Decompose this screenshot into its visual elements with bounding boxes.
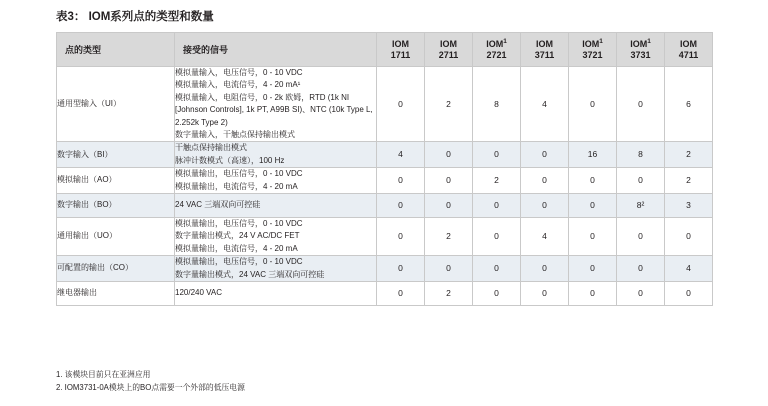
table-row bbox=[57, 218, 713, 256]
column-header-iom2711-label: IOM bbox=[440, 38, 457, 49]
cell-point-type: 通用输出（UO） bbox=[57, 218, 175, 256]
column-header-iom2721 bbox=[473, 33, 521, 67]
cell-count-iom3721: 0 bbox=[569, 282, 617, 306]
cell-count-iom3731: 0 bbox=[617, 218, 665, 256]
column-header-iom2721-sup: 1 bbox=[503, 37, 507, 45]
signal-line: 数字量输出模式，24 VAC 三端双向可控硅 bbox=[175, 269, 325, 279]
cell-point-type: 数字输出（BO） bbox=[57, 193, 175, 217]
cell-count-iom2721: 8 bbox=[473, 67, 521, 142]
column-header-iom3731-sup: 1 bbox=[647, 37, 651, 45]
cell-count-iom3711: 0 bbox=[521, 142, 569, 168]
column-header-iom4711-label: IOM bbox=[680, 38, 697, 49]
signal-line: 干触点保持输出模式 bbox=[175, 143, 247, 153]
signal-line: 模拟量输入，电压信号，0 - 10 VDC bbox=[175, 68, 303, 77]
cell-accepted-signal bbox=[175, 168, 377, 194]
column-header-iom3721-model: 3721 bbox=[582, 50, 603, 60]
table-row bbox=[57, 256, 713, 282]
signal-line: 模拟量输出，电流信号，4 - 20 mA bbox=[175, 181, 298, 191]
column-header-iom2711 bbox=[425, 33, 473, 67]
cell-count-iom4711: 0 bbox=[665, 282, 713, 306]
cell-count-iom1711: 0 bbox=[377, 218, 425, 256]
cell-accepted-signal bbox=[175, 67, 377, 142]
column-header-iom4711 bbox=[665, 33, 713, 67]
cell-count-iom3721: 0 bbox=[569, 67, 617, 142]
signal-line: 模拟量输入，电阻信号，0 - 2k 欧姆，RTD (1k NI [Johnson Controls], 1k PT, A99B SI)、NTC (10k Type L, 2.252k Type 2) bbox=[175, 92, 373, 127]
column-header-accepted-signal: 接受的信号 bbox=[175, 33, 377, 67]
column-header-iom3731-label: IOM bbox=[630, 38, 648, 49]
table-row bbox=[57, 193, 713, 217]
cell-accepted-signal bbox=[175, 256, 377, 282]
cell-point-type: 可配置的输出（CO） bbox=[57, 256, 175, 282]
cell-count-iom3731: 0 bbox=[617, 67, 665, 142]
cell-count-iom2721: 0 bbox=[473, 256, 521, 282]
cell-count-iom3721: 0 bbox=[569, 256, 617, 282]
column-header-iom3721-sup: 1 bbox=[599, 37, 603, 45]
column-header-iom3721-label: IOM bbox=[582, 38, 600, 49]
cell-count-iom4711: 0 bbox=[665, 218, 713, 256]
cell-point-type: 通用型输入（UI） bbox=[57, 67, 175, 142]
table-body bbox=[57, 67, 713, 306]
table-row bbox=[57, 142, 713, 168]
cell-count-iom3731: 0 bbox=[617, 256, 665, 282]
cell-count-iom3731: 8 bbox=[617, 142, 665, 168]
cell-count-iom3711: 4 bbox=[521, 67, 569, 142]
table-row bbox=[57, 282, 713, 306]
cell-count-iom4711: 6 bbox=[665, 67, 713, 142]
cell-count-iom2721: 0 bbox=[473, 282, 521, 306]
cell-count-iom2711: 2 bbox=[425, 67, 473, 142]
cell-count-iom2721: 0 bbox=[473, 193, 521, 217]
column-header-iom1711 bbox=[377, 33, 425, 67]
signal-line: 模拟量输出，电压信号，0 - 10 VDC bbox=[175, 219, 303, 229]
cell-point-type: 数字输入（BI） bbox=[57, 142, 175, 168]
cell-count-iom2721: 0 bbox=[473, 218, 521, 256]
cell-count-iom1711: 4 bbox=[377, 142, 425, 168]
table-row bbox=[57, 168, 713, 194]
signal-line: 模拟量输出，电压信号，0 - 10 VDC bbox=[175, 257, 303, 267]
cell-count-iom4711: 2 bbox=[665, 168, 713, 194]
footnote-2: 2. IOM3731-0A模块上的BO点需要一个外部的低压电源 bbox=[56, 383, 245, 393]
cell-count-iom2711: 2 bbox=[425, 282, 473, 306]
column-header-iom3731 bbox=[617, 33, 665, 67]
cell-count-iom1711: 0 bbox=[377, 256, 425, 282]
cell-count-iom3711: 0 bbox=[521, 168, 569, 194]
column-header-iom3711-label: IOM bbox=[536, 38, 553, 49]
cell-count-iom3731: 0 bbox=[617, 168, 665, 194]
signal-line: 模拟量输入，电流信号，4 - 20 mA¹ bbox=[175, 80, 301, 90]
cell-count-iom2711: 0 bbox=[425, 256, 473, 282]
column-header-iom3721 bbox=[569, 33, 617, 67]
table-row bbox=[57, 67, 713, 142]
cell-count-iom3721: 0 bbox=[569, 218, 617, 256]
cell-count-iom3711: 4 bbox=[521, 218, 569, 256]
column-header-iom2721-label: IOM bbox=[486, 38, 504, 49]
signal-line: 脉冲计数模式（高速），100 Hz bbox=[175, 155, 285, 165]
cell-count-iom2721: 2 bbox=[473, 168, 521, 194]
table-header bbox=[57, 33, 713, 67]
signal-line: 24 VAC 三端双向可控硅 bbox=[175, 200, 261, 210]
cell-accepted-signal bbox=[175, 218, 377, 256]
column-header-iom1711-label: IOM bbox=[392, 38, 409, 49]
cell-count-iom3721: 16 bbox=[569, 142, 617, 168]
cell-count-iom3711: 0 bbox=[521, 282, 569, 306]
cell-count-iom4711: 4 bbox=[665, 256, 713, 282]
cell-point-type: 模拟输出（AO） bbox=[57, 168, 175, 194]
cell-count-iom3731: 0 bbox=[617, 282, 665, 306]
signal-line: 模拟量输出，电压信号，0 - 10 VDC bbox=[175, 169, 303, 179]
cell-count-iom2711: 0 bbox=[425, 193, 473, 217]
cell-accepted-signal bbox=[175, 142, 377, 168]
column-header-iom3731-model: 3731 bbox=[630, 50, 651, 60]
footnotes bbox=[56, 368, 716, 395]
cell-count-iom3721: 0 bbox=[569, 193, 617, 217]
signal-line: 数字量输出模式，24 V AC/DC FET bbox=[175, 231, 300, 241]
table-header-row bbox=[57, 33, 713, 67]
footnote-1: 1. 该模块目前只在亚洲应用 bbox=[56, 370, 151, 379]
signal-line: 120/240 VAC bbox=[175, 288, 222, 298]
signal-line: 数字量输入，干触点保持输出模式 bbox=[175, 129, 295, 139]
cell-count-iom3711: 0 bbox=[521, 256, 569, 282]
cell-point-type: 继电器输出 bbox=[57, 282, 175, 306]
column-header-point-type: 点的类型 bbox=[57, 33, 175, 67]
column-header-iom2711-model: 2711 bbox=[438, 50, 459, 60]
cell-count-iom2711: 0 bbox=[425, 168, 473, 194]
cell-count-iom3721: 0 bbox=[569, 168, 617, 194]
column-header-iom3711 bbox=[521, 33, 569, 67]
cell-count-iom3711: 0 bbox=[521, 193, 569, 217]
iom-points-table bbox=[56, 32, 713, 306]
cell-count-iom4711: 3 bbox=[665, 193, 713, 217]
cell-count-iom1711: 0 bbox=[377, 193, 425, 217]
cell-count-iom2711: 2 bbox=[425, 218, 473, 256]
cell-count-iom2711: 0 bbox=[425, 142, 473, 168]
cell-count-iom4711: 2 bbox=[665, 142, 713, 168]
signal-line: 模拟量输出，电流信号，4 - 20 mA bbox=[175, 243, 298, 253]
cell-accepted-signal bbox=[175, 193, 377, 217]
column-header-iom1711-model: 1711 bbox=[390, 50, 411, 60]
cell-count-iom1711: 0 bbox=[377, 168, 425, 194]
column-header-iom2721-model: 2721 bbox=[486, 50, 507, 60]
cell-count-iom3731: 8² bbox=[617, 193, 665, 217]
column-header-iom4711-model: 4711 bbox=[678, 50, 699, 60]
cell-count-iom1711: 0 bbox=[377, 67, 425, 142]
cell-count-iom2721: 0 bbox=[473, 142, 521, 168]
page-title: 表3： IOM系列点的类型和数量 bbox=[56, 11, 214, 23]
cell-accepted-signal bbox=[175, 282, 377, 306]
column-header-iom3711-model: 3711 bbox=[534, 50, 555, 60]
cell-count-iom1711: 0 bbox=[377, 282, 425, 306]
